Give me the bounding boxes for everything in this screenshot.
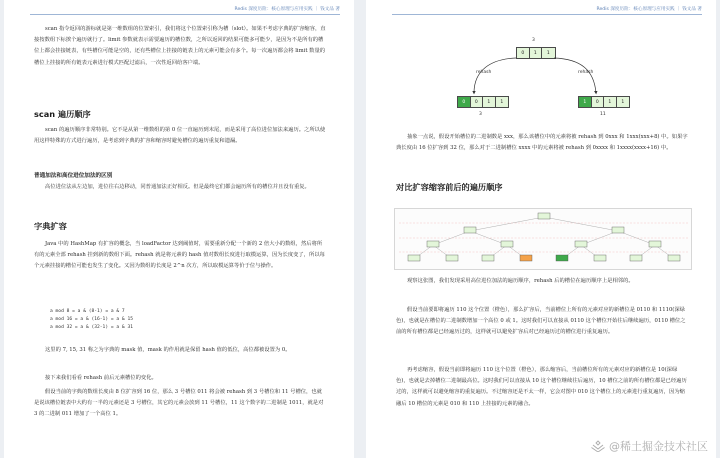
code-line: a mod 32 = a & (32-1) = a & 31 bbox=[50, 325, 133, 330]
slot-3-box bbox=[457, 96, 509, 108]
paragraph-carry-addition: 高位进位法从左边加，进位往右边移动，同普通加法正好相反。但是最终它们都会遍历所有的槽位并且没有重复。 bbox=[45, 184, 310, 190]
code-line: a mod 8 = a & (8-1) = a & 7 bbox=[50, 309, 125, 314]
bit-cell: 0 bbox=[471, 97, 484, 107]
rehash-label-left: rehash bbox=[476, 70, 492, 75]
watermark bbox=[591, 438, 708, 454]
bit-cell: 1 bbox=[496, 97, 509, 107]
bit-cell: 0 bbox=[517, 48, 530, 58]
top-slot-label: 3 bbox=[532, 38, 535, 43]
slot-3-label: 3 bbox=[479, 112, 482, 117]
paragraph-scan-cursor: scan 指令返回的游标就是第一维数组的位置索引，我们将这个位置索引称为槽（slot）。如果不考虑字典的扩容缩容，直接按数组下标挨个遍历就行了。limit 参数就表示需要遍历的槽位数，之所以返回的结果可能多可能少，是因为不是所有的槽位上都会挂接链表，有些槽位可能是空的，还有些槽位上挂接的链表上的元素可能会有多个。每一次遍历都会将 limit 数量的槽位上挂接的所有链表元素进行模式匹配过滤后，一次性返回给客户端。 bbox=[34, 26, 326, 66]
slot-11-box bbox=[578, 96, 630, 108]
juejin-logo-icon bbox=[591, 440, 605, 452]
header-rule bbox=[392, 14, 702, 15]
paragraph-observe: 观察这张图，我们发现采用高位进位加法的遍历顺序，rehash 后的槽位在遍历顺序上是相邻的。 bbox=[407, 278, 634, 284]
page-header: Redis 深度历险：核心原理与应用实践 ｜ 钱文品 著 bbox=[234, 7, 340, 12]
paragraph-expand-traverse: 假设当前要即将遍历 110 这个位置（橙色），那么扩容后，当前槽位上所有的元素对应的新槽位是 0110 和 1110(深绿色)，也就是在槽位的二进制数增加一个高位 0 或 1。这时我们可以直接从 0110 这个槽位开始往后继续遍历，0110 槽位之前的所有槽位都是已经遍历过的，这样就可以避免扩容后对已经遍历过的槽位进行重复遍历。 bbox=[396, 307, 686, 336]
paragraph-hashmap: Java 中的 HashMap 有扩容的概念，当 loadFactor 达到阈值时，需要重新分配一个新的 2 倍大小的数组，然后将所有的元素全部 rehash 挂到新的数组下面。rehash 就是将元素的 hash 值对数组长度进行取模运算，因为长度变了，所以每个元素挂接的槽位可能也发生了变化。又因为数组的长度是 2^n 次方，所以取模运算等价于位与操作。 bbox=[34, 241, 325, 270]
bit-cell: 1 bbox=[542, 48, 555, 58]
bit-cell: 1 bbox=[579, 97, 592, 107]
bit-cell: 1 bbox=[530, 48, 543, 58]
heading-dict-expand: 字典扩容 bbox=[34, 221, 67, 231]
bit-cell: 0 bbox=[458, 97, 471, 107]
right-page bbox=[366, 0, 716, 458]
heading-scan-order: scan 遍历顺序 bbox=[34, 109, 91, 119]
left-page bbox=[4, 0, 354, 458]
paragraph-abstract-rehash: 抽象一点说，假设开始槽位的二进制数是 xxx，那么该槽位中的元素将被 rehash 到 0xxx 和 1xxx(xxx+8) 中。如果字典长度由 16 位扩容到 32 位，那么对于二进制槽位 xxxx 中的元素将被 rehash 到 0xxxx 和 1xxxx(xxxx+16) 中。 bbox=[396, 134, 688, 152]
traversal-tree-figure bbox=[394, 208, 692, 270]
header-rule bbox=[30, 14, 340, 15]
heading-compare-order: 对比扩容缩容前后的遍历顺序 bbox=[396, 182, 503, 192]
code-block bbox=[50, 308, 133, 332]
heading-carry-addition: 普通加法和高位进位加法的区别 bbox=[34, 173, 113, 179]
bit-cell: 1 bbox=[483, 97, 496, 107]
slot-11-label: 11 bbox=[600, 112, 606, 117]
bit-cell: 1 bbox=[604, 97, 617, 107]
paragraph-rehash-intro: 接下来我们看看 rehash 前后元素槽位的变化。 bbox=[45, 375, 157, 381]
paragraph-mask: 这里的 7, 15, 31 称之为字典的 mask 值，mask 的作用就是保留 hash 值的低位，高位都被设置为 0。 bbox=[45, 347, 291, 353]
watermark-text: @稀土掘金技术社区 bbox=[609, 440, 708, 453]
rehash-label-right: rehash bbox=[578, 70, 594, 75]
paragraph-shrink-traverse: 再考虑缩容，假设当前即将遍历 110 这个位置（橙色），那么缩容后，当前槽位所有的元素对应的新槽位是 10(深绿色)，也就是去掉槽位二进制最高位。这时我们可以直接从 10 这个槽位继续往后遍历，10 槽位之前的所有槽位都是已经遍历过的，这样就可以避免缩容的重复遍历。不过缩容还是不太一样，它会对图中 010 这个槽位上的元素进行重复遍历，因为缩融后 10 槽位的元素是 010 和 110 上挂接的元素的融合。 bbox=[396, 367, 687, 407]
bit-cell: 1 bbox=[617, 97, 630, 107]
traversal-tree bbox=[395, 209, 693, 271]
paragraph-scan-order: scan 的遍历顺序非常特别。它不是从第一维数组的第 0 位一直遍历到末尾，而是采用了高位进位加法来遍历。之所以使用这样特殊的方式进行遍历，是考虑到字典的扩容和缩容时避免槽位的遍历重复和遗漏。 bbox=[34, 127, 326, 145]
code-line: a mod 16 = a & (16-1) = a & 15 bbox=[50, 317, 133, 322]
paragraph-rehash-example: 假设当前的字典的数组长度由 8 位扩容到 16 位，那么 3 号槽位 011 将会被 rehash 到 3 号槽位和 11 号槽位，也就是说该槽位链表中大约有一半的元素还是 3 号槽位，其它的元素会放到 11 号槽位，11 这个数字的二进制是 1011，就是对 3 的二进制 011 增加了一个高位 1。 bbox=[34, 389, 324, 418]
rehash-arrows bbox=[446, 55, 636, 100]
bit-cell: 0 bbox=[592, 97, 605, 107]
page-header: Redis 深度历险：核心原理与应用实践 ｜ 钱文品 著 bbox=[596, 7, 702, 12]
